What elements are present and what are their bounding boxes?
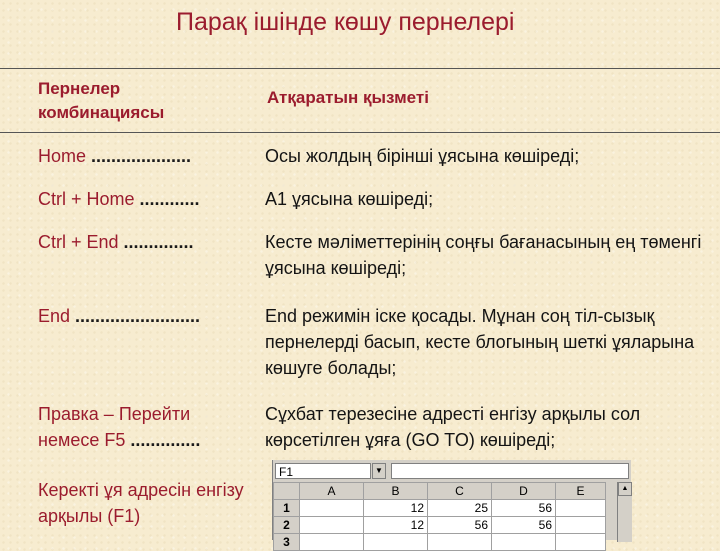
row-action: End режимін іске қосады. Мұнан соң тіл-сызық пернелерді басып, кесте блогының шеткі ұяларына көшуге болады;	[265, 306, 695, 378]
column-header[interactable]: A	[300, 483, 364, 500]
row-dots: ....................	[86, 146, 192, 166]
row-keys	[38, 303, 266, 329]
row-keys-label: Ctrl + End	[38, 232, 119, 252]
spreadsheet-snippet	[272, 460, 631, 549]
cell[interactable]	[492, 534, 556, 551]
table-header-divider	[0, 132, 720, 133]
cell[interactable]: 56	[492, 517, 556, 534]
spreadsheet-grid	[273, 482, 606, 551]
cell[interactable]	[556, 517, 606, 534]
slide-title: Парақ ішінде көшу пернелері	[176, 8, 515, 36]
row-action: Кесте мәліметтерінің соңғы бағанасының ең төменгі ұясына көшіреді;	[265, 232, 702, 278]
cell[interactable]: 12	[364, 517, 428, 534]
row-action: Сұхбат терезесіне адресті енгізу арқылы сол көрсетілген ұяға (GO TO) көшіреді;	[265, 404, 641, 450]
column-header[interactable]: D	[492, 483, 556, 500]
row-dots: ............	[134, 189, 200, 209]
cell[interactable]	[300, 534, 364, 551]
row-keys	[38, 143, 266, 169]
cell[interactable]	[364, 534, 428, 551]
row-keys	[38, 477, 248, 529]
row-dots: ..............	[118, 232, 194, 252]
row-keys-label: Home	[38, 146, 87, 166]
scroll-up-icon[interactable]: ▲	[618, 482, 632, 496]
row-header[interactable]: 1	[274, 500, 300, 517]
row-keys-label: Правка – Перейти немесе F5	[38, 404, 191, 450]
row-dots: .........................	[70, 306, 201, 326]
row-keys-label: Ctrl + Home	[38, 189, 135, 209]
cell[interactable]	[428, 534, 492, 551]
formula-bar[interactable]	[391, 463, 629, 479]
row-keys	[38, 186, 266, 212]
cell[interactable]	[556, 500, 606, 517]
column-header[interactable]: B	[364, 483, 428, 500]
column-header[interactable]: C	[428, 483, 492, 500]
cell[interactable]	[556, 534, 606, 551]
cell[interactable]: 12	[364, 500, 428, 517]
row-keys-label: Керекті ұя адресін енгізу арқылы (F1)	[38, 480, 244, 526]
row-keys	[38, 229, 266, 255]
cell[interactable]: 56	[492, 500, 556, 517]
row-header[interactable]: 2	[274, 517, 300, 534]
select-all-corner[interactable]	[274, 483, 300, 500]
vertical-scrollbar[interactable]	[617, 482, 632, 542]
row-action: Осы жолдың бірінші ұясына көшіреді;	[265, 146, 580, 166]
cell[interactable]: 56	[428, 517, 492, 534]
cell[interactable]	[300, 517, 364, 534]
cell[interactable]	[300, 500, 364, 517]
table-top-divider	[0, 68, 720, 69]
name-box[interactable]: F1	[275, 463, 371, 479]
row-keys-label: End	[38, 306, 71, 326]
row-action: A1 ұясына көшіреді;	[265, 189, 434, 209]
cell[interactable]: 25	[428, 500, 492, 517]
row-dots: ..............	[125, 430, 201, 450]
column-header[interactable]: E	[556, 483, 606, 500]
row-header[interactable]: 3	[274, 534, 300, 551]
header-keys: Пернелер комбинациясы	[38, 79, 165, 122]
name-box-dropdown-icon[interactable]: ▼	[372, 463, 386, 479]
header-action: Атқаратын қызметі	[267, 88, 429, 107]
row-keys	[38, 401, 248, 453]
